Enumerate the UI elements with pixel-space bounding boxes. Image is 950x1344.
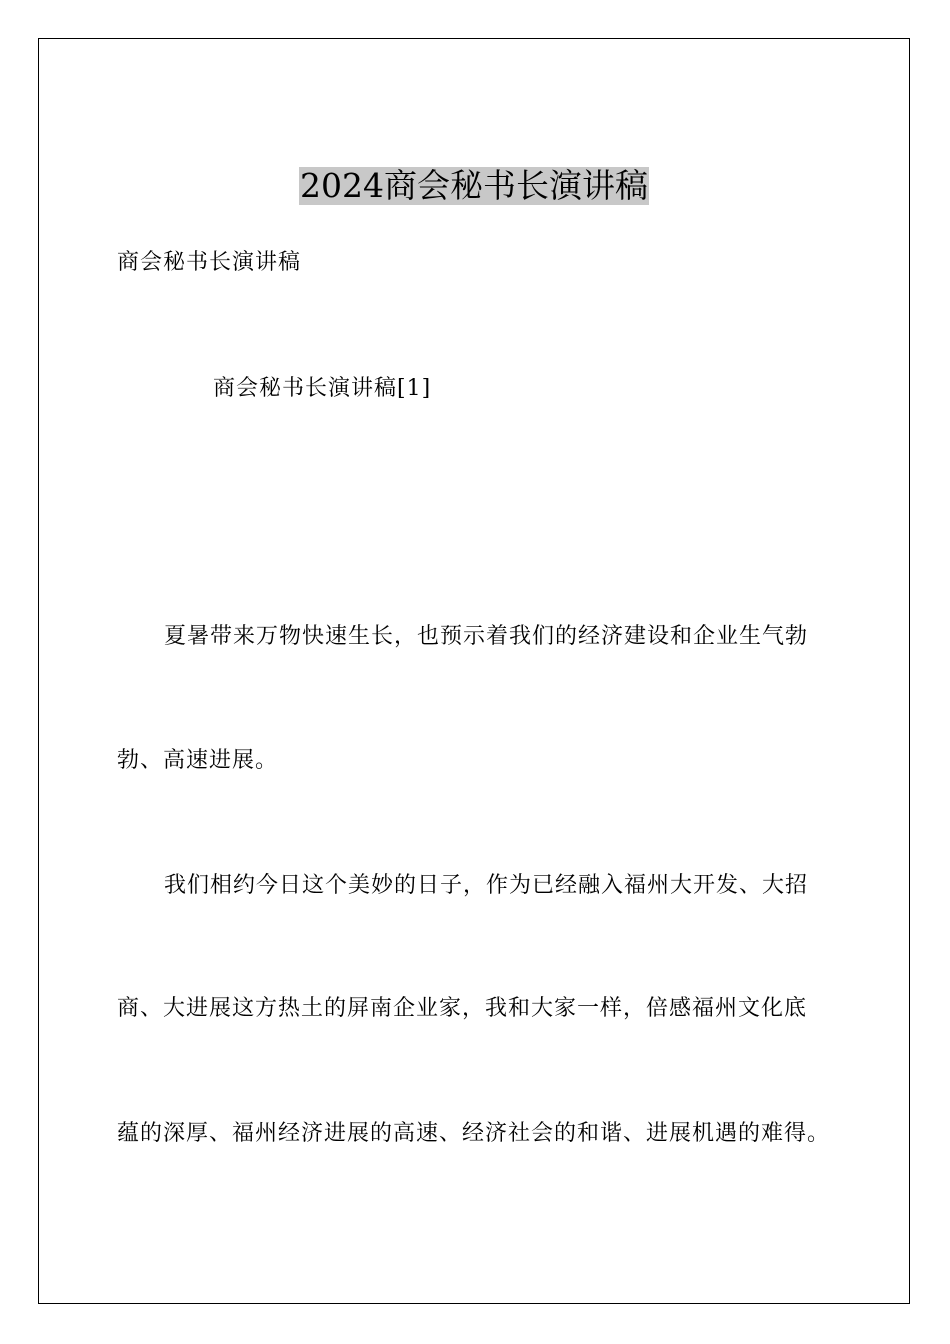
paragraph-2-line-1: 我们相约今日这个美妙的日子，作为已经融入福州大开发、大招: [164, 873, 809, 898]
paragraph-2-line-2: 商、大进展这方热土的屏南企业家，我和大家一样，倍感福州文化底: [117, 996, 808, 1021]
paragraph-1-line-1: 夏暑带来万物快速生长，也预示着我们的经济建设和企业生气勃: [164, 624, 809, 649]
title-container: [39, 167, 909, 205]
paragraph-1-line-2: 勃、高速进展。: [117, 748, 279, 773]
section-heading: 商会秘书长演讲稿[1]: [213, 376, 432, 401]
document-subtitle: 商会秘书长演讲稿: [117, 250, 302, 275]
document-page: [38, 38, 910, 1304]
document-title: 2024商会秘书长演讲稿: [300, 166, 648, 205]
paragraph-2-line-3: 蕴的深厚、福州经济进展的高速、经济社会的和谐、进展机遇的难得。: [117, 1121, 831, 1146]
